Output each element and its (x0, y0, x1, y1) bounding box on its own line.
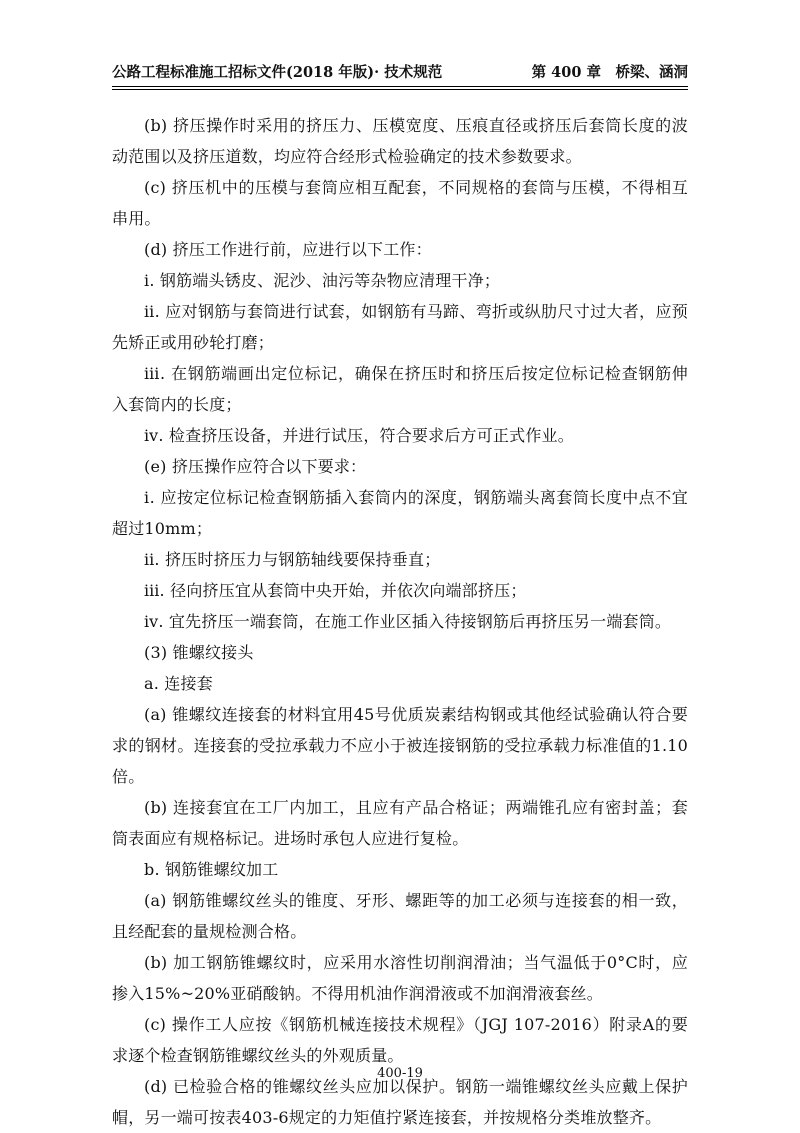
paragraph-b-pressure-params: (b) 挤压操作时采用的挤压力、压模宽度、压痕直径或挤压后套筒长度的波动范围以及挤压道数，均应符合经形式检验确定的技术参数要求。 (112, 116, 688, 166)
subheading-thread-machining: b. 钢筋锥螺纹加工 (144, 860, 279, 879)
header-rule (112, 86, 688, 87)
page-number: 400-19 (377, 1066, 423, 1081)
running-header (112, 58, 688, 82)
paragraph-protection: (d) 已检验合格的锥螺纹丝头应加以保护。钢筋一端锥螺纹丝头应戴上保护帽，另一端可按表403-6规定的力矩值拧紧连接套，并按规格分类堆放整齐。 (112, 1077, 688, 1127)
paragraph-thread-taper: (a) 钢筋锥螺纹丝头的锥度、牙形、螺距等的加工必须与连接套的相一致，且经配套的量规检测合格。 (112, 891, 688, 941)
header-rule-secondary (112, 89, 688, 90)
list-item-d-i: ⅰ. 钢筋端头锈皮、泥沙、油污等杂物应清理干净； (144, 271, 501, 290)
header-chapter-title: 第 400 章 桥梁、涵洞 (531, 64, 688, 81)
list-item-e-iii: ⅲ. 径向挤压宜从套筒中央开始，并依次向端部挤压； (144, 581, 527, 600)
section-heading-taper-thread: (3) 锥螺纹接头 (144, 643, 254, 662)
list-item-e-ii: ⅱ. 挤压时挤压力与钢筋轴线要保持垂直； (144, 550, 441, 569)
paragraph-coupler-factory: (b) 连接套宜在工厂内加工，且应有产品合格证；两端锥孔应有密封盖；套筒表面应有规格标记。进场时承包人应进行复检。 (112, 798, 688, 848)
subheading-coupler: a. 连接套 (144, 674, 213, 693)
paragraph-e-operation: (e) 挤压操作应符合以下要求： (144, 457, 367, 476)
list-item-d-iii: ⅲ. 在钢筋端画出定位标记，确保在挤压时和挤压后按定位标记检查钢筋伸入套筒内的长度； (112, 364, 688, 414)
paragraph-coupler-material: (a) 锥螺纹连接套的材料宜用45号优质炭素结构钢或其他经试验确认符合要求的钢材。连接套的受拉承载力不应小于被连接钢筋的受拉承载力标准值的1.10倍。 (112, 705, 688, 786)
paragraph-inspection: (c) 操作工人应按《钢筋机械连接技术规程》（JGJ 107-2016）附录A的要求逐个检查钢筋锥螺纹丝头的外观质量。 (112, 1015, 688, 1065)
paragraph-c-die-matching: (c) 挤压机中的压模与套筒应相互配套，不同规格的套筒与压模，不得相互串用。 (112, 178, 688, 228)
header-document-title: 公路工程标准施工招标文件(2018 年版)· 技术规范 (112, 64, 443, 81)
list-item-e-i: ⅰ. 应按定位标记检查钢筋插入套筒内的深度，钢筋端头离套筒长度中点不宜超过10mm； (112, 488, 688, 538)
list-item-e-iv: ⅳ. 宜先挤压一端套筒，在施工作业区插入待接钢筋后再挤压另一端套筒。 (144, 612, 672, 631)
body-text (112, 110, 688, 1133)
list-item-d-iv: ⅳ. 检查挤压设备，并进行试压，符合要求后方可正式作业。 (144, 426, 574, 445)
paragraph-lubricant: (b) 加工钢筋锥螺纹时，应采用水溶性切削润滑油；当气温低于0°C时，应掺入15%~20%亚硝酸钠。不得用机油作润滑液或不加润滑液套丝。 (112, 953, 688, 1003)
paragraph-d-preparation: (d) 挤压工作进行前，应进行以下工作： (144, 240, 432, 259)
list-item-d-ii: ⅱ. 应对钢筋与套筒进行试套，如钢筋有马蹄、弯折或纵肋尺寸过大者，应预先矫正或用砂轮打磨； (112, 302, 688, 352)
